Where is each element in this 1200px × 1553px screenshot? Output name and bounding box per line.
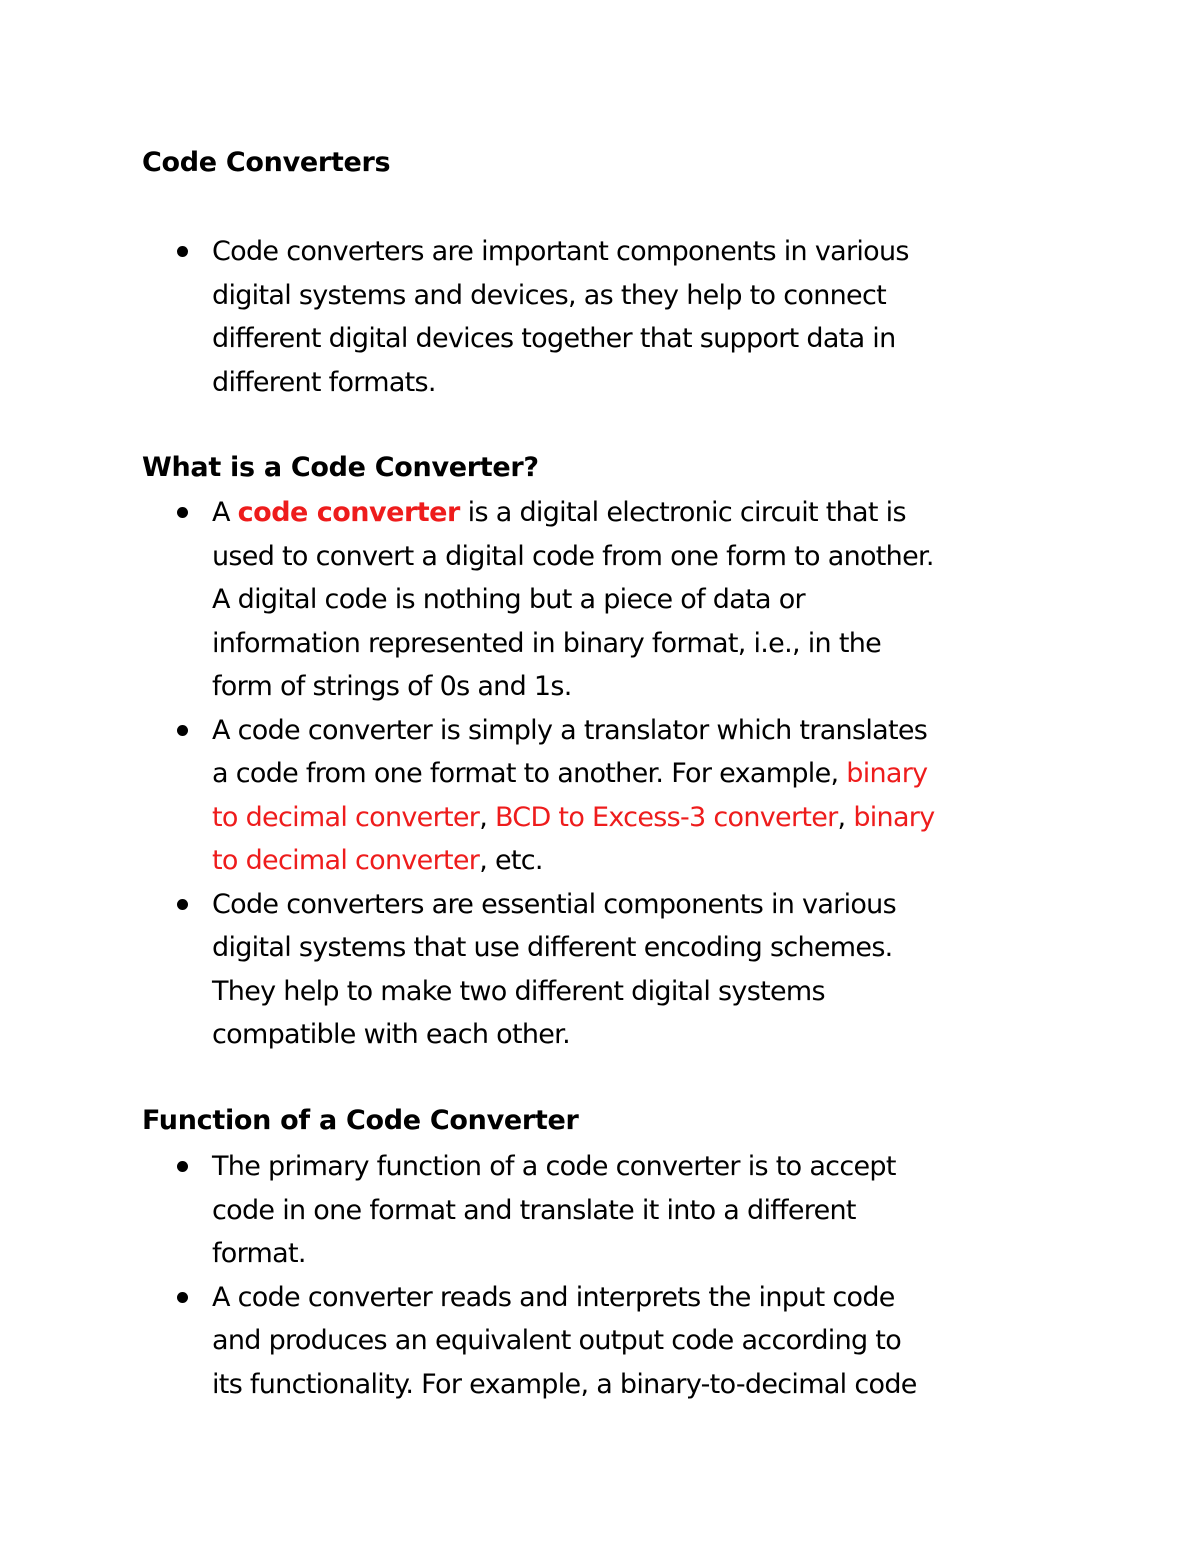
text-line: different formats. xyxy=(212,366,436,398)
list-item xyxy=(0,1276,1092,1407)
section-heading-function: Function of a Code Converter xyxy=(142,1105,579,1136)
bullet-icon xyxy=(177,246,188,257)
text-line xyxy=(212,839,1092,883)
intro-list xyxy=(0,230,1092,404)
text-fragment: , etc. xyxy=(479,845,543,876)
bcd-to-excess3-link[interactable]: BCD to Excess-3 converter xyxy=(494,801,838,833)
text-line: digital systems and devices, as they help to connect xyxy=(212,279,886,311)
text-line: A code converter reads and interprets the input code xyxy=(212,1281,895,1313)
bullet-icon xyxy=(177,899,188,910)
list-item xyxy=(0,230,1092,404)
what-is-list xyxy=(0,491,1092,1057)
text-fragment: , xyxy=(837,801,854,833)
list-item xyxy=(0,709,1092,883)
binary-to-decimal-link[interactable]: binary xyxy=(846,758,928,789)
text-line: A digital code is nothing but a piece of data or xyxy=(212,584,805,615)
bullet-icon xyxy=(177,1161,188,1172)
text-line: digital systems that use different encoding schemes. xyxy=(212,932,893,963)
code-converter-term: code converter xyxy=(237,497,460,528)
text-fragment: , xyxy=(479,801,495,833)
text-line xyxy=(212,491,1092,535)
page-title: Code Converters xyxy=(142,147,391,178)
text-line: The primary function of a code converter is to accept xyxy=(212,1151,896,1182)
text-line: form of strings of 0s and 1s. xyxy=(212,671,572,702)
list-item xyxy=(0,883,1092,1057)
bullet-icon xyxy=(177,507,188,518)
text-fragment: a code from one format to another. For example, xyxy=(212,758,847,789)
text-line: compatible with each other. xyxy=(212,1019,570,1050)
text-line: Code converters are important components in various xyxy=(212,236,909,267)
text-line: Code converters are essential components in various xyxy=(212,888,896,920)
text-line: code in one format and translate it into a different xyxy=(212,1194,856,1226)
text-line: A code converter is simply a translator which translates xyxy=(212,714,928,746)
bullet-icon xyxy=(177,725,188,736)
list-item xyxy=(0,491,1092,709)
section-heading-what-is: What is a Code Converter? xyxy=(142,452,539,483)
text-line: format. xyxy=(212,1238,306,1269)
list-item xyxy=(0,1145,1092,1276)
text-line xyxy=(212,796,1092,840)
text-line: and produces an equivalent output code according to xyxy=(212,1325,902,1356)
text-line: They help to make two different digital systems xyxy=(212,975,825,1007)
text-fragment: A xyxy=(212,497,238,528)
text-line: different digital devices together that support data in xyxy=(212,323,896,354)
binary-to-decimal-link[interactable]: to decimal converter xyxy=(212,801,480,833)
text-line: its functionality. For example, a binary-to-decimal code xyxy=(212,1368,917,1400)
binary-to-decimal-link-2[interactable]: binary xyxy=(853,801,935,833)
text-line: used to convert a digital code from one form to another. xyxy=(212,540,934,572)
binary-to-decimal-link-2[interactable]: to decimal converter xyxy=(212,845,480,876)
bullet-icon xyxy=(177,1292,188,1303)
text-line: information represented in binary format, i.e., in the xyxy=(212,627,882,659)
function-list xyxy=(0,1145,1092,1406)
text-fragment: is a digital electronic circuit that is xyxy=(459,497,906,528)
text-line xyxy=(212,752,1092,796)
